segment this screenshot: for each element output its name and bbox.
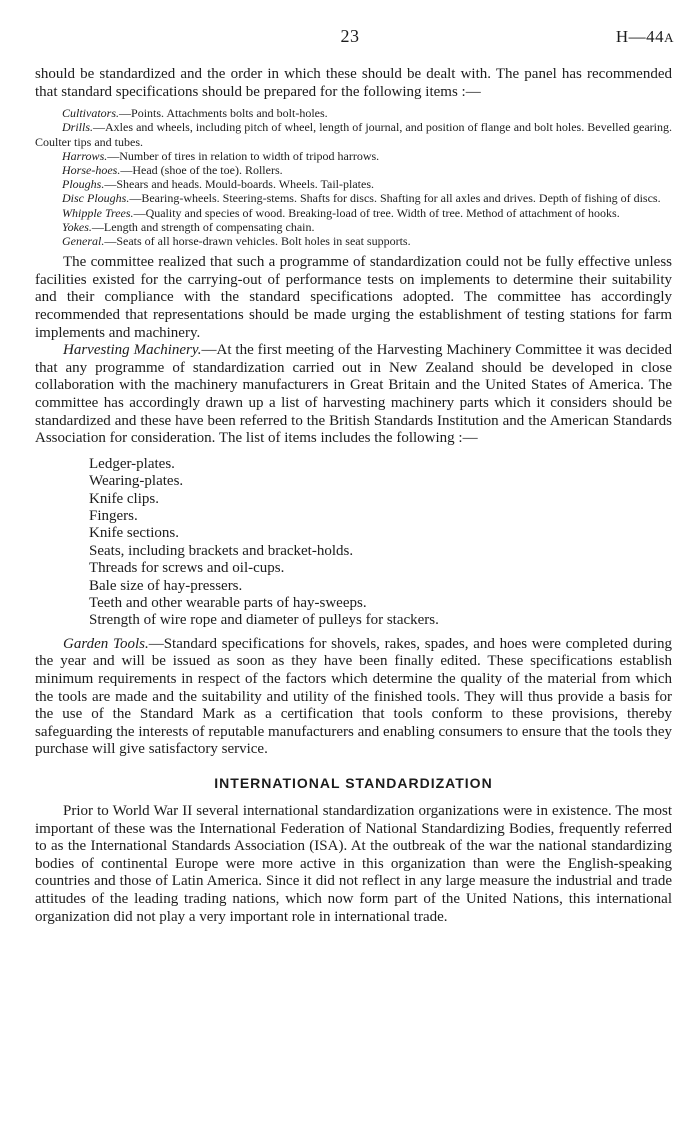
item-name: General. [62,234,105,249]
item-text: —Axles and wheels, including pitch of wheel, length of journal, and position of flange and bolt holes. Bevelled gearing. Coulter tips and tubes. [35,120,672,149]
testing-paragraph: The committee realized that such a programme of standardization could not be fully effective unless facilities existed for the carrying-out of performance tests on implements to determine their suitability and their compliance with the standard specifications adopted. The committee has accordingly recommended that representations should be made urging the establishment of testing stations for farm implements and machinery. [35,254,672,341]
item-name: Ploughs. [62,177,105,192]
list-item: Fingers. [89,507,138,524]
intro-paragraph: should be standardized and the order in which these should be dealt with. The panel has recommended that standard specifications should be prepared for the following items :— [35,66,672,100]
harvesting-paragraph [35,342,672,448]
document-body [35,66,672,926]
item-name: Disc Ploughs. [62,191,130,206]
item-text: —Shears and heads. Mould-boards. Wheels. Tail-plates. [104,177,374,192]
list-item: Knife clips. [89,490,159,507]
section-heading: INTERNATIONAL STANDARDIZATION [214,774,493,791]
list-item [35,191,672,205]
list-item: Seats, including brackets and bracket-holds. [89,542,354,559]
list-item [35,234,672,248]
item-text: —Number of tires in relation to width of tripod harrows. [107,148,380,163]
list-item [35,120,672,148]
list-item: Wearing-plates. [89,473,184,490]
page-number: 23 [340,26,360,46]
garden-text: —Standard specifications for shovels, rakes, spades, and hoes were completed during the year and will be issued as soon as they have been finally edited. These specifications establish minimum requirements in respect of the factors which determine the quality of the material from which the tools are made and the suitability and utility of the finished tools. They will thus provide a basis for the use of the Standard Mark as a certification that tools conform to these provisions, thereby safeguarding the interests of reputable manufacturers and enabling consumers to ensure that the tools they purchase will give satisfactory service. [35,635,672,758]
document-reference-suffix: A [664,30,674,45]
list-item: Ledger-plates. [89,455,175,472]
list-item [35,149,672,163]
list-item: Strength of wire rope and diameter of pulleys for stackers. [89,612,439,629]
item-text: —Bearing-wheels. Steering-stems. Shafts for discs. Shafting for all axles and drives. Depth of fishing of discs. [129,191,661,206]
list-item: Knife sections. [89,525,179,542]
item-name: Harrows. [62,148,108,163]
item-text: —Quality and species of wood. Breaking-load of tree. Width of tree. Method of attachment of hooks. [133,205,620,220]
item-name: Yokes. [62,219,92,234]
harvesting-text: —At the first meeting of the Harvesting Machinery Committee it was decided that any programme of standardization carried out in New Zealand should be developed in close collaboration with the machinery manufacturers in Great Britain and the United States of America. The committee has accordingly drawn up a list of harvesting machinery parts which it considers should be standardized and these have been referred to the British Standards Institution and the American Standards Association for consideration. The list of items includes the following :— [35,342,672,447]
international-paragraph: Prior to World War II several international standardization organizations were in existence. The most important of these was the International Federation of National Standardizing Bodies, frequently referred to as the International Standards Association (ISA). At the outbreak of the war the national standardizing bodies of continental Europe were more active in this organization than were the English-speaking countries and those of Latin America. Since it did not reflect in any large measure the industrial and trade attitudes of the leading trading nations, which now form part of the United Nations, this international organization did not play a very important role in international trade. [35,802,672,925]
list-item [35,106,672,120]
list-item [35,220,672,234]
list-item [35,177,672,191]
item-name: Whipple Trees. [62,205,134,220]
document-reference-main: H—44 [615,27,665,46]
harvesting-items-list [89,456,672,630]
list-item: Teeth and other wearable parts of hay-sweeps. [89,595,367,611]
garden-title: Garden Tools. [63,635,149,652]
item-name: Drills. [62,120,94,135]
garden-paragraph [35,636,672,759]
list-item: Bale size of hay-pressers. [89,577,243,594]
harvesting-title: Harvesting Machinery. [63,342,202,359]
item-name: Cultivators. [62,106,120,121]
item-name: Horse-hoes. [62,163,121,177]
list-item [35,206,672,220]
item-text: —Head (shoe of the toe). Rollers. [120,163,283,177]
item-text: —Seats of all horse-drawn vehicles. Bolt holes in seat supports. [104,234,411,249]
list-item: Threads for screws and oil-cups. [89,560,285,577]
item-text: —Length and strength of compensating chain. [91,219,315,234]
implement-items-list [35,106,672,248]
list-item [35,163,672,177]
item-text: —Points. Attachments bolts and bolt-holes. [119,106,328,121]
document-reference [616,27,674,47]
